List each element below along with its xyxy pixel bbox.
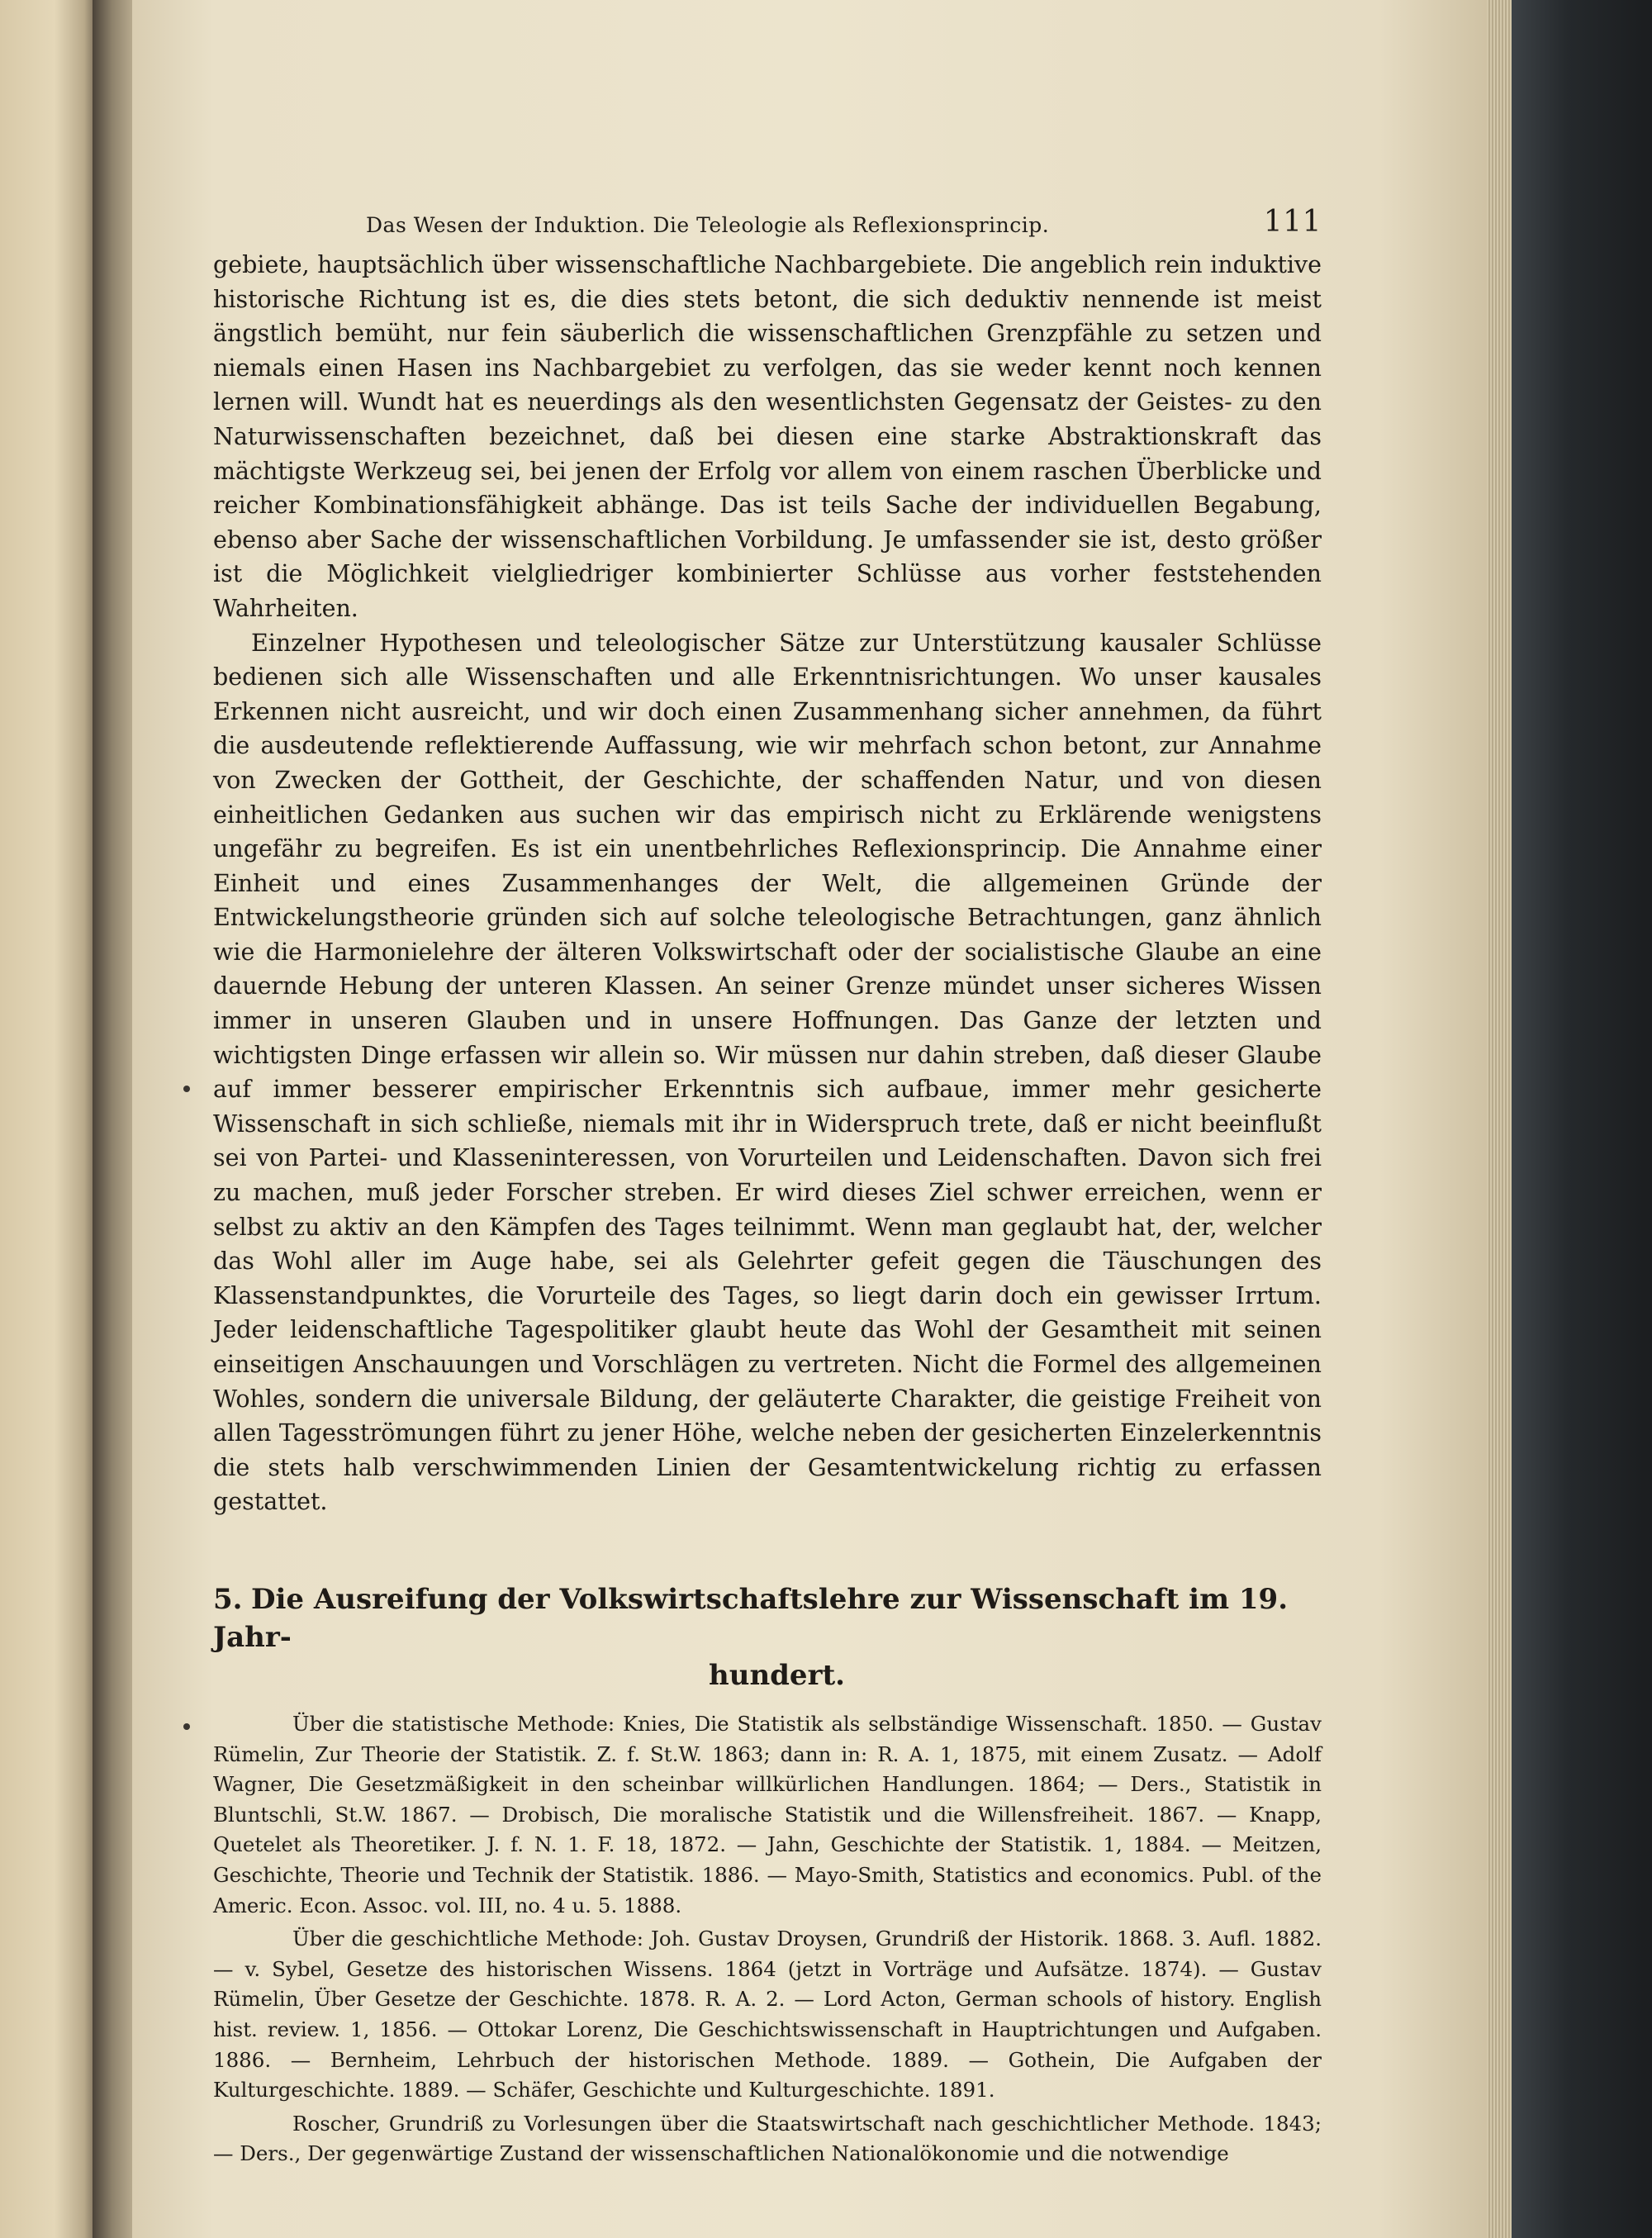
body-text <box>213 248 1322 1519</box>
paragraph: Einzelner Hypothesen und teleologischer Sätze zur Unterstützung kausaler Schlüsse bedienen sich alle Wissenschaften und alle Erkenntnisrichtungen. Wo unser kausales Erkennen nicht ausreicht, und wir doch einen Zusammenhang sicher annehmen, da führt die ausdeutende reflektierende Auffassung, wie wir mehrfach schon betont, zur Annahme von Zwecken der Gottheit, der Geschichte, der schaffenden Natur, und von diesen einheitlichen Gedanken aus suchen wir das empirisch nicht zu Erklärende wenigstens ungefähr zu begreifen. Es ist ein unentbehrliches Reflexionsprincip. Die Annahme einer Einheit und eines Zusammenhanges der Welt, die allgemeinen Gründe der Entwickelungstheorie gründen sich auf solche teleologische Betrachtungen, ganz ähnlich wie die Harmonielehre der älteren Volkswirtschaft oder der socialistische Glaube an eine dauernde Hebung der unteren Klassen. An seiner Grenze mündet unser sicheres Wissen immer in unseren Glauben und in unsere Hoffnungen. Das Ganze der letzten und wichtigsten Dinge erfassen wir allein so. Wir müssen nur dahin streben, daß dieser Glaube auf immer besserer empirischer Erkenntnis sich aufbaue, immer mehr gesicherte Wissenschaft in sich schließe, niemals mit ihr in Widerspruch trete, daß er nicht beeinflußt sei von Partei- und Klasseninteressen, von Vorurteilen und Leidenschaften. Davon sich frei zu machen, muß jeder Forscher streben. Er wird dieses Ziel schwer erreichen, wenn er selbst zu aktiv an den Kämpfen des Tages teilnimmt. Wenn man geglaubt hat, der, welcher das Wohl aller im Auge habe, sei als Gelehrter gefeit gegen die Täuschungen des Klassenstandpunktes, die Vorurteile des Tages, so liegt darin doch ein gewisser Irrtum. Jeder leidenschaftliche Tagespolitiker glaubt heute das Wohl der Gesamtheit mit seinen einseitigen Anschauungen und Vorschlägen zu vertreten. Nicht die Formel des allgemeinen Wohles, sondern die universale Bildung, der geläuterte Charakter, die geistige Freiheit von allen Tagesströmungen führt zu jener Höhe, welche neben der gesicherten Einzelerkenntnis die stets halb verschwimmenden Linien der Gesamtentwickelung richtig zu erfassen gestattet. <box>213 629 1322 1516</box>
page-stack-edge <box>1487 0 1512 2238</box>
running-title: Das Wesen der Induktion. Die Teleologie als Reflexionsprincip. <box>366 213 1050 237</box>
margin-mark <box>183 1086 190 1092</box>
running-head <box>213 198 1322 248</box>
section-number: 5. <box>213 1582 243 1616</box>
bibliography-entry: Über die geschichtliche Methode: Joh. Gustav Droysen, Grundriß der Historik. 1868. 3. Aufl. 1882. — v. Sybel, Gesetze des historischen Wissens. 1864 (jetzt in Vorträge und Aufsätze. 1874). — Gustav Rümelin, Über Gesetze der Geschichte. 1878. R. A. 2. — Lord Acton, German schools of history. English hist. review. 1, 1856. — Ottokar Lorenz, Die Geschichtswissenschaft in Hauptrichtungen und Aufgaben. 1886. — Bernheim, Lehrbuch der historischen Methode. 1889. — Gothein, Die Aufgaben der Kulturgeschichte. 1889. — Schäfer, Geschichte und Kulturgeschichte. 1891. <box>213 1927 1322 2103</box>
bibliography-entry: Roscher, Grundriß zu Vorlesungen über die Staatswirtschaft nach geschichtlicher Methode. 1843; — Ders., Der gegenwärtige Zustand der wissenschaftlichen Nationalökonomie und die notwendige <box>213 2111 1322 2166</box>
book-cover <box>1512 0 1652 2238</box>
section-title-line2: hundert. <box>709 1658 846 1692</box>
section-title-line1: Die Ausreifung der Volkswirtschaftslehre zur Wissenschaft im 19. Jahr- <box>213 1582 1289 1654</box>
bibliography <box>213 1709 1322 2169</box>
bibliography-entry: Über die statistische Methode: Knies, Die Statistik als selbständige Wissenschaft. 1850. — Gustav Rümelin, Zur Theorie der Statistik. Z. f. St.W. 1863; dann in: R. A. 1, 1875, mit einem Zusatz. — Adolf Wagner, Die Gesetzmäßigkeit in den scheinbar willkürlichen Handlungen. 1864; — Ders., Statistik in Bluntschli, St.W. 1867. — Drobisch, Die moralische Statistik und die Willensfreiheit. 1867. — Knapp, Quetelet als Theoretiker. J. f. N. 1. F. 18, 1872. — Jahn, Geschichte der Statistik. 1, 1884. — Meitzen, Geschichte, Theorie und Technik der Statistik. 1886. — Mayo-Smith, Statistics and economics. Publ. of the Americ. Econ. Assoc. vol. III, no. 4 u. 5. 1888. <box>213 1711 1322 1917</box>
section-heading <box>213 1580 1322 1694</box>
page-content <box>213 198 1322 2173</box>
margin-mark <box>183 1723 190 1730</box>
paragraph: gebiete, hauptsächlich über wissenschaftliche Nachbargebiete. Die angeblich rein induktive historische Richtung ist es, die dies stets betont, die sich deduktiv nennende ist meist ängstlich bemüht, nur fein säuberlich die wissenschaftlichen Grenzpfähle zu setzen und niemals einen Hasen ins Nachbargebiet zu verfolgen, das sie weder kennt noch kennen lernen will. Wundt hat es neuerdings als den wesentlichsten Gegensatz der Geistes- zu den Naturwissenschaften bezeichnet, daß bei diesen eine starke Abstraktionskraft das mächtigste Werkzeug sei, bei jenen der Erfolg vor allem von einem raschen Überblicke und reicher Kombinationsfähigkeit abhänge. Das ist teils Sache der individuellen Begabung, ebenso aber Sache der wissenschaftlichen Vorbildung. Je umfassender sie ist, desto größer ist die Möglichkeit vielgliedriger kombinierter Schlüsse aus vorher feststehenden Wahrheiten. <box>213 251 1322 622</box>
page-number: 111 <box>1263 205 1322 239</box>
facing-page-edge <box>0 0 99 2238</box>
